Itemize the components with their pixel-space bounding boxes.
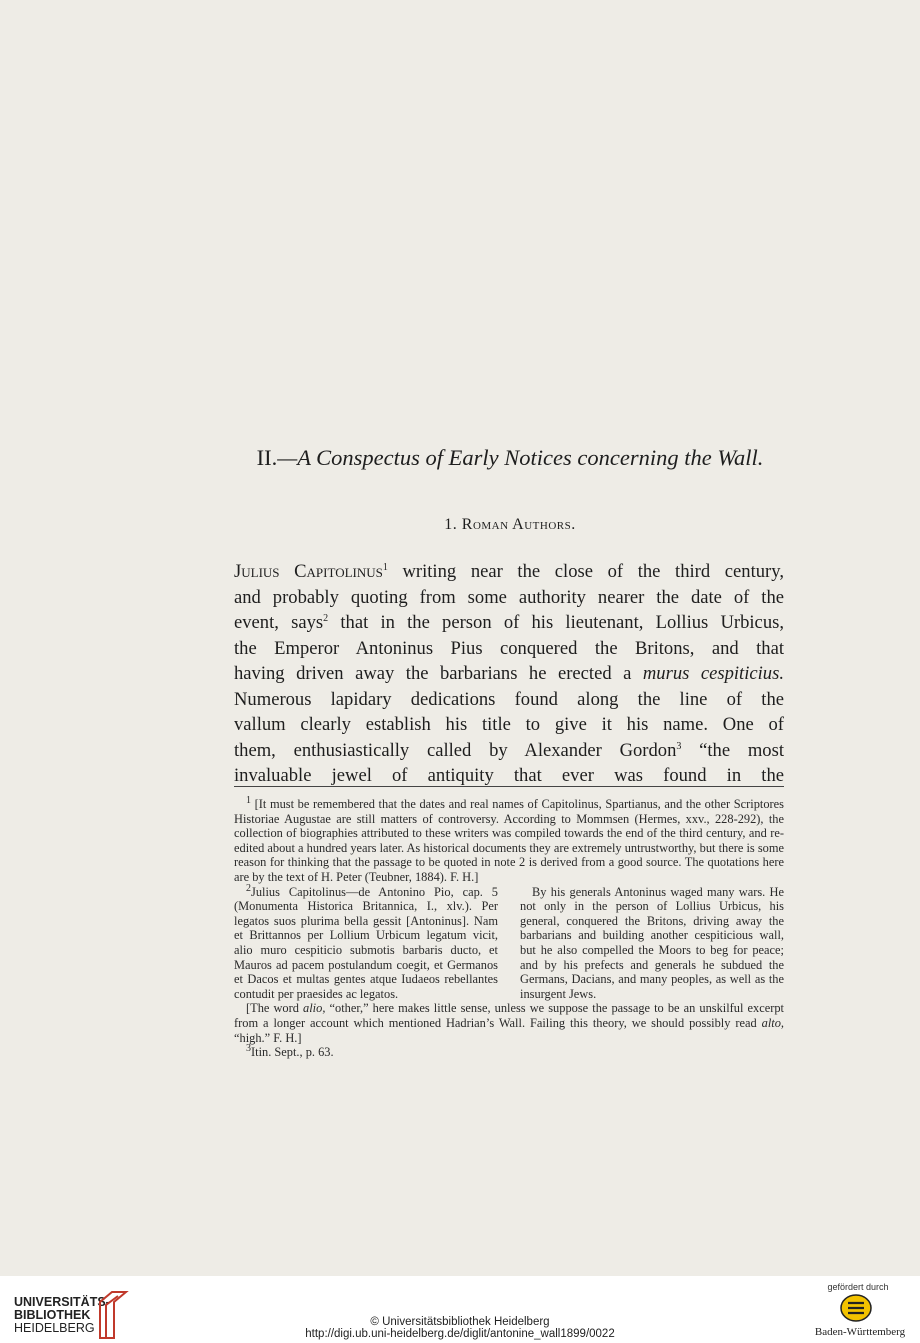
footnote-divider [234,786,784,787]
body-line: Julius Capitolinus$^1$ writing near the close of the third century, [234,561,784,582]
library-logo-icon [96,1288,130,1340]
footnote-2-comment: [The word alio, “other,” here makes little sense, unless we suppose the passage to be an unskilful excerpt from a longer account which mentioned Hadrian’s Wall. Failing this theory, we should possibly read alto, “high.” F. H.] [234,1001,784,1045]
state-seal-icon [839,1294,873,1322]
footnote-2-latin: $^2$Julius Capitolinus—de Antonino Pio, cap. 5 (Monumenta Historica Britannica, I., xlv.). Per legatos suos plurima bella gessit [Antoninus]. Nam et Brittannos per Lollium Urbicum legatum vicit, alio muro cespiticio submotis barbaris ducto, et Mauros ad pacem postulandum coegit, et Germanos et Dacos et multas gentes atque Iudaeos rebellantes contudit per praesides ac legatos. [234,882,498,1001]
body-line: Numerous lapidary dedications found along the line of the [234,688,784,710]
sponsor-label: gefördert durch [827,1282,889,1292]
body-line: and probably quoting from some authority nearer the date of the [234,586,784,608]
footnote-3: $^3$Itin. Sept., p. 63. [246,1042,334,1060]
body-line: event, says$^2$ that in the person of his lieutenant, Lollius Urbicus, [234,612,784,633]
sponsor-name: Baden-Württemberg [814,1326,906,1338]
footnote-1: $^1$ [It must be remembered that the dates and real names of Capitolinus, Spartianus, and the other Scriptores Historiae Augustae are still matters of controversy. According to Mommsen (Hermes, xxv., 228-292), the collection of biographies attributed to these writers was compiled towards the end of the third century, and re-edited about a hundred years later. As historical documents they are extremely untrustworthy, but there is some reason for thinking that the passage to be quoted in note 2 is derived from a good source. The quotations here are by the text of H. Peter (Teubner, 1884). F. H.] [234,794,784,884]
body-line: invaluable jewel of antiquity that ever was found in the [234,765,784,786]
body-line: them, enthusiastically called by Alexander Gordon$^3$ “the most [234,739,784,761]
body-line: vallum clearly establish his title to give it his name. One of [234,714,784,735]
footnote-2 [234,882,784,1002]
section-heading: 1. Roman Authors. [444,516,576,533]
body-line: the Emperor Antoninus Pius conquered the Britons, and that [234,637,784,659]
footnotes [234,794,784,1060]
chapter-number: II. [256,445,278,470]
chapter-title [200,444,820,471]
body-line: having driven away the barbarians he erected a murus cespiticius. [234,663,784,684]
chapter-title-text: —A Conspectus of Early Notices concerning the Wall. [277,445,764,470]
copyright-notice: © Universitätsbibliothek Heidelberg [370,1316,550,1328]
body-paragraph [234,559,784,789]
library-logo-text: UNIVERSITÄTS- BIBLIOTHEK HEIDELBERG [14,1295,110,1335]
footnote-2-english: By his generals Antoninus waged many wars. He not only in the person of Lollius Urbicus, his general, conquered the Britons, driving away the barbarians and building another cespiticious wall, but he also compelled the Moors to beg for peace; and by his prefects and generals he subdued the Germans, Dacians, and many peoples, as well as the insurgent Jews. [520,884,784,1001]
permalink[interactable]: http://digi.ub.uni-heidelberg.de/diglit/antonine_wall1899/0022 [305,1328,615,1340]
